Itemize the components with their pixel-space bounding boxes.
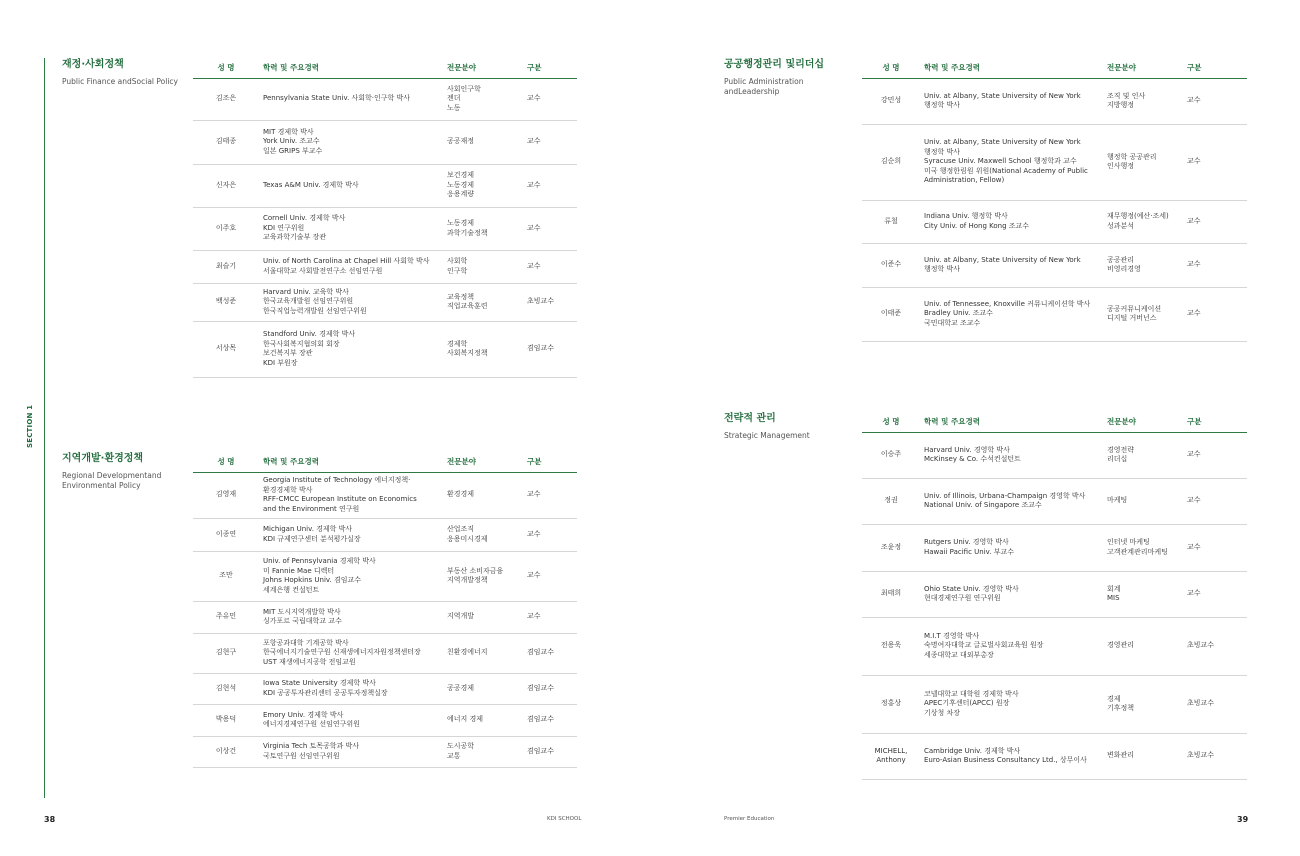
faculty-field bbox=[443, 164, 523, 207]
faculty-field bbox=[443, 120, 523, 164]
header-type: 구분 bbox=[1183, 412, 1247, 432]
faculty-name: 백성준 bbox=[193, 283, 259, 321]
career-line: 세계은행 컨설턴트 bbox=[263, 585, 320, 594]
field-line: 성과분석 bbox=[1107, 221, 1135, 230]
table-row bbox=[193, 78, 577, 120]
career-line: Michigan Univ. 경제학 박사 bbox=[263, 525, 353, 533]
faculty-field bbox=[443, 633, 523, 673]
career-line: York Univ. 조교수 bbox=[263, 137, 320, 146]
field-line: 인구학 bbox=[447, 266, 468, 275]
career-line: Syracuse Univ. Maxwell School 행정학과 교수 bbox=[924, 157, 1077, 166]
field-line: 인사행정 bbox=[1107, 162, 1135, 170]
field-line: 젠더 bbox=[447, 94, 461, 103]
career-line: Standford Univ. 경제학 박사 bbox=[263, 330, 356, 338]
faculty-position: 교수 bbox=[523, 120, 577, 164]
section-tag: SECTION 1 bbox=[26, 404, 34, 448]
career-line: Univ. at Albany, State University of New York bbox=[924, 255, 1081, 264]
table-row bbox=[862, 124, 1247, 200]
faculty-position: 교수 bbox=[523, 472, 577, 518]
faculty-career bbox=[920, 78, 1103, 124]
faculty-name: 이준수 bbox=[862, 243, 920, 287]
field-line: 기후정책 bbox=[1107, 704, 1135, 712]
career-line: Univ. of Tennessee, Knoxville 커뮤니케이션학 박사 bbox=[924, 299, 1091, 308]
faculty-field bbox=[1103, 200, 1183, 243]
career-line: 서울대학교 사회발전연구소 선임연구원 bbox=[263, 266, 383, 275]
field-line: 변화관리 bbox=[1107, 751, 1135, 760]
table-header-row bbox=[193, 58, 577, 78]
faculty-field bbox=[1103, 524, 1183, 571]
career-line: City Univ. of Hong Kong 조교수 bbox=[924, 221, 1030, 230]
career-line: 환경경제학 박사 bbox=[263, 485, 313, 494]
faculty-career bbox=[920, 524, 1103, 571]
table-row bbox=[862, 478, 1247, 524]
faculty-name: 신자은 bbox=[193, 164, 259, 207]
career-line: 포항공과대학 기계공학 박사 bbox=[263, 638, 349, 647]
faculty-position: 교수 bbox=[523, 207, 577, 250]
faculty-table-regional-development bbox=[193, 452, 577, 768]
table-row bbox=[193, 551, 577, 601]
faculty-name: 강민성 bbox=[862, 78, 920, 124]
field-line: 비영리경영 bbox=[1107, 265, 1141, 273]
field-line: 부동산 소비자금융 bbox=[447, 566, 504, 575]
career-line: Univ. of Pennsylvania 경제학 박사 bbox=[263, 557, 376, 565]
footer-label: Premier Education bbox=[724, 816, 775, 822]
career-line: National Univ. of Singapore 조교수 bbox=[924, 501, 1042, 509]
faculty-name: 최태희 bbox=[862, 571, 920, 617]
career-line: Pennsylvania State Univ. 사회학·인구학 박사 bbox=[263, 94, 411, 103]
career-line: KDI 규제연구센터 분석평가실장 bbox=[263, 534, 361, 543]
table-row bbox=[862, 200, 1247, 243]
faculty-career bbox=[920, 432, 1103, 478]
faculty-field bbox=[443, 736, 523, 767]
career-line: 국토연구원 선임연구위원 bbox=[263, 751, 340, 760]
faculty-field bbox=[1103, 733, 1183, 779]
header-field: 전문분야 bbox=[1103, 412, 1183, 432]
category-title-ko: 지역개발·환경정책 bbox=[62, 453, 144, 464]
field-line: 인터넷 마케팅 bbox=[1107, 538, 1150, 546]
field-line: 사회학 bbox=[447, 257, 468, 265]
faculty-career bbox=[259, 736, 443, 767]
career-line: 한국직업능력개발원 선임연구위원 bbox=[263, 306, 367, 315]
career-line: 세종대학교 대외부총장 bbox=[924, 650, 994, 659]
faculty-position: 교수 bbox=[523, 601, 577, 633]
faculty-position: 초빙교수 bbox=[1183, 675, 1247, 733]
field-line: 지역개발정책 bbox=[447, 576, 488, 584]
field-line: 지역개발 bbox=[447, 612, 475, 621]
field-line: 재무행정(예산·조세) bbox=[1107, 212, 1169, 220]
career-line: Univ. at Albany, State University of New York bbox=[924, 138, 1081, 147]
field-line: 직업교육훈련 bbox=[447, 302, 488, 310]
career-line: Administration, Fellow) bbox=[924, 176, 1005, 185]
field-line: 응용미시경제 bbox=[447, 534, 488, 543]
field-line: 친환경에너지 bbox=[447, 648, 488, 657]
faculty-field bbox=[1103, 478, 1183, 524]
category-title-en: Public Administration andLeadership bbox=[724, 77, 804, 96]
table-row bbox=[193, 673, 577, 704]
field-line: 공공관리 bbox=[1107, 255, 1135, 264]
faculty-career bbox=[259, 164, 443, 207]
career-line: 기상청 차장 bbox=[924, 708, 961, 717]
table-row bbox=[862, 571, 1247, 617]
faculty-career bbox=[920, 478, 1103, 524]
field-line: 고객관계관리마케팅 bbox=[1107, 547, 1168, 556]
faculty-position: 교수 bbox=[523, 518, 577, 551]
faculty-career bbox=[259, 601, 443, 633]
field-line: 환경경제 bbox=[447, 490, 475, 499]
career-line: Indiana Univ. 행정학 박사 bbox=[924, 212, 1008, 220]
career-line: 한국교육개발원 선임연구위원 bbox=[263, 297, 354, 306]
faculty-field bbox=[1103, 78, 1183, 124]
faculty-position: 교수 bbox=[1183, 287, 1247, 341]
career-line: Rutgers Univ. 경영학 박사 bbox=[924, 538, 1009, 546]
field-line: MIS bbox=[1107, 594, 1120, 602]
faculty-name: 박용덕 bbox=[193, 704, 259, 736]
field-line: 교육정책 bbox=[447, 292, 475, 301]
faculty-career bbox=[259, 207, 443, 250]
table-header-row bbox=[193, 452, 577, 472]
field-line: 사회복지정책 bbox=[447, 349, 488, 357]
field-line: 경영관리 bbox=[1107, 641, 1135, 650]
field-line: 산업조직 bbox=[447, 525, 475, 533]
faculty-position: 교수 bbox=[523, 551, 577, 601]
header-name: 성 명 bbox=[862, 412, 920, 432]
faculty-field bbox=[443, 207, 523, 250]
faculty-name: 정홍상 bbox=[862, 675, 920, 733]
faculty-career bbox=[259, 704, 443, 736]
faculty-position: 교수 bbox=[1183, 78, 1247, 124]
faculty-name: 최슬기 bbox=[193, 250, 259, 283]
faculty-field bbox=[443, 78, 523, 120]
field-line: 과학기술정책 bbox=[447, 228, 488, 237]
field-line: 디지털 거버넌스 bbox=[1107, 314, 1157, 322]
career-line: Johns Hopkins Univ. 겸임교수 bbox=[263, 576, 361, 584]
career-line: 숙명여자대학교 글로벌사회교육원 원장 bbox=[924, 641, 1044, 650]
faculty-name: 이종연 bbox=[193, 518, 259, 551]
header-career: 학력 및 주요경력 bbox=[259, 452, 443, 472]
faculty-field bbox=[1103, 287, 1183, 341]
career-line: Cambridge Univ. 경제학 박사 bbox=[924, 746, 1021, 755]
career-line: 미 Fannie Mae 디렉터 bbox=[263, 566, 335, 575]
category-strategic-management bbox=[724, 412, 849, 441]
category-title-en: Regional Developmentand Environmental Policy bbox=[62, 471, 162, 490]
career-line: RFF-CMCC European Institute on Economics bbox=[263, 495, 417, 503]
field-line: 보건경제 bbox=[447, 171, 475, 180]
category-title-ko: 공공행정관리 및리더십 bbox=[724, 59, 825, 70]
faculty-career bbox=[920, 733, 1103, 779]
field-line: 도시공학 bbox=[447, 742, 475, 750]
career-line: Iowa State University 경제학 박사 bbox=[263, 679, 376, 687]
career-line: 행정학 박사 bbox=[924, 101, 961, 109]
faculty-name: 이주호 bbox=[193, 207, 259, 250]
faculty-position: 겸임교수 bbox=[523, 736, 577, 767]
faculty-name: 김현구 bbox=[193, 633, 259, 673]
faculty-position: 겸임교수 bbox=[523, 321, 577, 377]
table-row bbox=[862, 287, 1247, 341]
career-line: MIT 경제학 박사 bbox=[263, 127, 314, 136]
faculty-name bbox=[862, 733, 920, 779]
faculty-name: 전용욱 bbox=[862, 617, 920, 675]
header-career: 학력 및 주요경력 bbox=[920, 412, 1103, 432]
header-type: 구분 bbox=[523, 58, 577, 78]
field-line: 노동 bbox=[447, 103, 461, 112]
header-type: 구분 bbox=[1183, 58, 1247, 78]
faculty-position: 초빙교수 bbox=[1183, 617, 1247, 675]
faculty-career bbox=[259, 472, 443, 518]
category-public-finance bbox=[62, 58, 182, 87]
table-row bbox=[193, 120, 577, 164]
faculty-career bbox=[920, 200, 1103, 243]
category-title-ko: 재정·사회정책 bbox=[62, 59, 124, 70]
career-line: 교육과학기술부 장관 bbox=[263, 233, 327, 242]
table-header-row bbox=[862, 58, 1247, 78]
career-line: UST 재생에너지공학 전임교원 bbox=[263, 657, 356, 666]
career-line: Virginia Tech 토목공학과 박사 bbox=[263, 742, 360, 750]
table-row bbox=[193, 321, 577, 377]
faculty-career bbox=[920, 287, 1103, 341]
header-career: 학력 및 주요경력 bbox=[259, 58, 443, 78]
faculty-name: 조윤정 bbox=[862, 524, 920, 571]
career-line: 행정학 박사 bbox=[924, 265, 961, 273]
faculty-career bbox=[920, 617, 1103, 675]
career-line: Univ. at Albany, State University of New York bbox=[924, 91, 1081, 100]
career-line: M.I.T 경영학 박사 bbox=[924, 631, 980, 640]
field-line: 공공커뮤니케이션 bbox=[1107, 304, 1162, 313]
faculty-field bbox=[1103, 124, 1183, 200]
career-line: 국민대학교 조교수 bbox=[924, 318, 981, 327]
faculty-career bbox=[920, 571, 1103, 617]
faculty-field bbox=[443, 601, 523, 633]
faculty-position: 교수 bbox=[1183, 200, 1247, 243]
faculty-field bbox=[443, 321, 523, 377]
faculty-name: 류철 bbox=[862, 200, 920, 243]
faculty-field bbox=[443, 472, 523, 518]
field-line: 행정학 공공관리 bbox=[1107, 152, 1157, 161]
faculty-field bbox=[1103, 432, 1183, 478]
career-line: Harvard Univ. 교육학 박사 bbox=[263, 287, 349, 296]
faculty-position: 교수 bbox=[523, 250, 577, 283]
field-line: 교통 bbox=[447, 751, 461, 760]
faculty-career bbox=[920, 124, 1103, 200]
faculty-position: 겸임교수 bbox=[523, 673, 577, 704]
faculty-career bbox=[920, 243, 1103, 287]
career-line: 보건복지부 장관 bbox=[263, 349, 313, 357]
faculty-field bbox=[1103, 571, 1183, 617]
page-number-left: 38 bbox=[44, 815, 56, 824]
faculty-position: 교수 bbox=[1183, 478, 1247, 524]
table-row bbox=[193, 164, 577, 207]
career-line: KDI 공공투자관리센터 공공투자정책실장 bbox=[263, 688, 388, 697]
faculty-position: 교수 bbox=[1183, 432, 1247, 478]
faculty-table-strategic-management bbox=[862, 412, 1247, 780]
career-line: 코넬대학교 대학원 경제학 박사 bbox=[924, 689, 1019, 698]
faculty-field bbox=[443, 673, 523, 704]
faculty-career bbox=[259, 551, 443, 601]
field-line: 경제학 bbox=[447, 339, 468, 348]
faculty-name: 김현석 bbox=[193, 673, 259, 704]
faculty-field bbox=[443, 283, 523, 321]
field-line: 마케팅 bbox=[1107, 496, 1128, 505]
table-row bbox=[193, 704, 577, 736]
career-line: APEC기후센터(APCC) 원장 bbox=[924, 699, 1010, 708]
faculty-name: 김태종 bbox=[193, 120, 259, 164]
category-public-administration bbox=[724, 58, 849, 97]
career-line: Univ. of North Carolina at Chapel Hill 사회학 박사 bbox=[263, 257, 430, 265]
header-name: 성 명 bbox=[193, 452, 259, 472]
table-row bbox=[193, 736, 577, 767]
faculty-name: 김영재 bbox=[193, 472, 259, 518]
faculty-career bbox=[259, 283, 443, 321]
section-vertical-rule bbox=[44, 58, 45, 798]
table-row bbox=[862, 243, 1247, 287]
header-field: 전문분야 bbox=[1103, 58, 1183, 78]
faculty-career bbox=[259, 321, 443, 377]
field-line: 지방행정 bbox=[1107, 101, 1135, 109]
career-line: Georgia Institute of Technology 에너지정책· bbox=[263, 476, 411, 484]
career-line: Cornell Univ. 경제학 박사 bbox=[263, 214, 346, 223]
career-line: 미국 행정한림원 위원(National Academy of Public bbox=[924, 166, 1088, 175]
faculty-position: 교수 bbox=[1183, 524, 1247, 571]
table-row bbox=[193, 601, 577, 633]
header-field: 전문분야 bbox=[443, 58, 523, 78]
category-title-en: Public Finance andSocial Policy bbox=[62, 77, 178, 86]
table-header-row bbox=[862, 412, 1247, 432]
table-row bbox=[862, 524, 1247, 571]
faculty-field bbox=[1103, 617, 1183, 675]
career-line: Texas A&M Univ. 경제학 박사 bbox=[263, 180, 359, 189]
table-row bbox=[862, 733, 1247, 779]
table-row bbox=[193, 518, 577, 551]
faculty-field bbox=[443, 250, 523, 283]
faculty-position: 겸임교수 bbox=[523, 633, 577, 673]
page-number-right: 39 bbox=[1237, 815, 1249, 824]
faculty-field bbox=[1103, 243, 1183, 287]
faculty-career bbox=[259, 673, 443, 704]
career-line: and the Environment 연구원 bbox=[263, 504, 360, 513]
faculty-position: 겸임교수 bbox=[523, 704, 577, 736]
faculty-name: 정권 bbox=[862, 478, 920, 524]
faculty-position: 교수 bbox=[1183, 124, 1247, 200]
career-line: 싱가포르 국립대학교 교수 bbox=[263, 617, 342, 625]
career-line: 일본 GRIPS 부교수 bbox=[263, 146, 323, 155]
header-career: 학력 및 주요경력 bbox=[920, 58, 1103, 78]
name-line: Anthony bbox=[876, 756, 906, 764]
career-line: MIT 도시지역개발학 박사 bbox=[263, 607, 341, 616]
faculty-field bbox=[443, 551, 523, 601]
category-title-en: Strategic Management bbox=[724, 431, 810, 440]
table-row bbox=[862, 675, 1247, 733]
career-line: KDI 부원장 bbox=[263, 358, 298, 367]
faculty-position: 초빙교수 bbox=[523, 283, 577, 321]
faculty-career bbox=[259, 250, 443, 283]
field-line: 사회인구학 bbox=[447, 84, 481, 93]
header-name: 성 명 bbox=[862, 58, 920, 78]
faculty-field bbox=[443, 518, 523, 551]
table-row bbox=[193, 207, 577, 250]
career-line: 한국사회복지협의회 회장 bbox=[263, 339, 340, 348]
faculty-career bbox=[259, 633, 443, 673]
faculty-position: 교수 bbox=[523, 164, 577, 207]
footer-brand: KDI SCHOOL bbox=[547, 816, 582, 822]
table-row bbox=[862, 432, 1247, 478]
faculty-name: 이상건 bbox=[193, 736, 259, 767]
table-row bbox=[193, 250, 577, 283]
faculty-position: 교수 bbox=[523, 78, 577, 120]
field-line: 응용계량 bbox=[447, 190, 475, 199]
career-line: 현대경제연구원 연구위원 bbox=[924, 594, 1001, 602]
career-line: KDI 연구위원 bbox=[263, 223, 305, 232]
header-field: 전문분야 bbox=[443, 452, 523, 472]
field-line: 조직 및 인사 bbox=[1107, 91, 1146, 100]
faculty-table-public-finance bbox=[193, 58, 577, 378]
career-line: Univ. of Illinois, Urbana-Champaign 경영학 박사 bbox=[924, 491, 1086, 500]
career-line: Bradley Univ. 조교수 bbox=[924, 309, 993, 318]
faculty-name: 김순희 bbox=[862, 124, 920, 200]
faculty-position: 초빙교수 bbox=[1183, 733, 1247, 779]
header-name: 성 명 bbox=[193, 58, 259, 78]
career-line: Euro-Asian Business Consultancy Ltd., 상무이사 bbox=[924, 756, 1087, 764]
field-line: 공공재정 bbox=[447, 137, 475, 146]
table-row bbox=[193, 472, 577, 518]
faculty-career bbox=[920, 675, 1103, 733]
faculty-name: 조만 bbox=[193, 551, 259, 601]
career-line: 행정학 박사 bbox=[924, 147, 961, 156]
faculty-table-public-administration bbox=[862, 58, 1247, 342]
field-line: 회계 bbox=[1107, 584, 1121, 593]
faculty-field bbox=[1103, 675, 1183, 733]
table-row bbox=[193, 283, 577, 321]
faculty-name: 서상목 bbox=[193, 321, 259, 377]
field-line: 노동경제 bbox=[447, 180, 475, 189]
table-row bbox=[193, 633, 577, 673]
faculty-career bbox=[259, 120, 443, 164]
category-regional-development bbox=[62, 452, 187, 491]
career-line: McKinsey & Co. 수석컨설턴트 bbox=[924, 455, 1021, 463]
header-type: 구분 bbox=[523, 452, 577, 472]
field-line: 에너지 경제 bbox=[447, 715, 484, 724]
field-line: 공공경제 bbox=[447, 683, 475, 692]
name-line: MICHELL, bbox=[874, 746, 908, 755]
category-title-ko: 전략적 관리 bbox=[724, 413, 776, 424]
faculty-position: 교수 bbox=[1183, 243, 1247, 287]
career-line: 한국에너지기술연구원 신재생에너지자원정책센터장 bbox=[263, 648, 421, 657]
career-line: Emory Univ. 경제학 박사 bbox=[263, 710, 344, 719]
faculty-name: 이태준 bbox=[862, 287, 920, 341]
career-line: Ohio State Univ. 경영학 박사 bbox=[924, 584, 1019, 593]
field-line: 경제 bbox=[1107, 694, 1121, 703]
table-row bbox=[862, 78, 1247, 124]
field-line: 경영전략 bbox=[1107, 445, 1135, 454]
faculty-field bbox=[443, 704, 523, 736]
faculty-career bbox=[259, 78, 443, 120]
career-line: 에너지경제연구원 선임연구위원 bbox=[263, 720, 360, 728]
faculty-position: 교수 bbox=[1183, 571, 1247, 617]
career-line: Hawaii Pacific Univ. 부교수 bbox=[924, 547, 1014, 556]
faculty-name: 김조은 bbox=[193, 78, 259, 120]
field-line: 리더십 bbox=[1107, 455, 1128, 463]
table-row bbox=[862, 617, 1247, 675]
faculty-career bbox=[259, 518, 443, 551]
faculty-name: 주유민 bbox=[193, 601, 259, 633]
career-line: Harvard Univ. 경영학 박사 bbox=[924, 445, 1010, 454]
faculty-name: 이승주 bbox=[862, 432, 920, 478]
field-line: 노동경제 bbox=[447, 219, 475, 227]
